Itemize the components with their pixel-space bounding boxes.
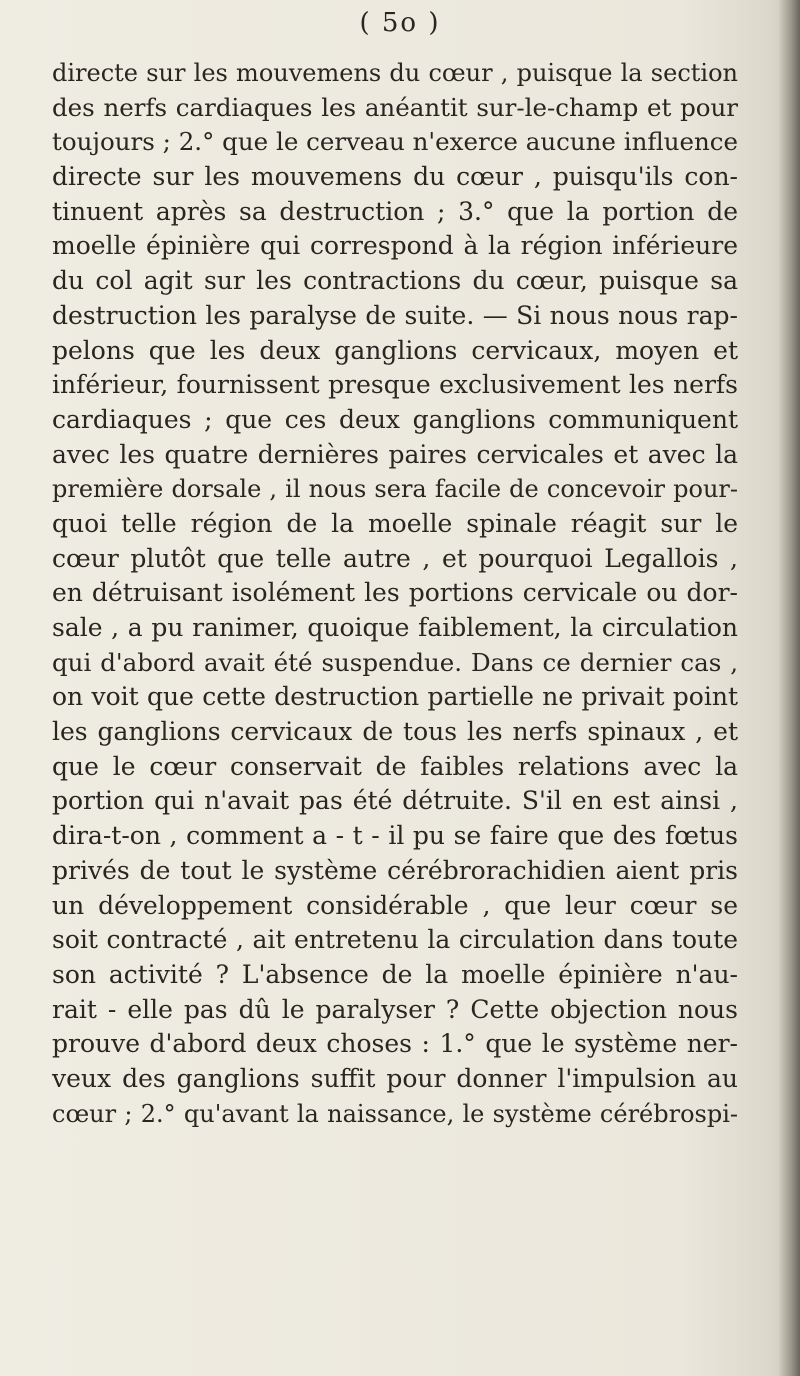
text-line: soit contracté , ait entretenu la circulation dans toute (52, 925, 738, 955)
text-line: son activité ? L'absence de la moelle épinière n'au- (52, 959, 738, 989)
text-line: veux des ganglions suffit pour donner l'impulsion au (52, 1063, 738, 1093)
text-line: du col agit sur les contractions du cœur, puisque sa (52, 266, 738, 296)
text-line: inférieur, fournissent presque exclusivement les nerfs (52, 370, 738, 400)
text-line: directe sur les mouvemens du cœur , puisqu'ils con- (52, 162, 738, 192)
text-line: quoi telle région de la moelle spinale réagit sur le (52, 508, 738, 538)
text-line: prouve d'abord deux choses : 1.° que le système ner- (52, 1029, 738, 1059)
text-line: destruction les paralyse de suite. — Si nous nous rap- (52, 300, 738, 330)
text-line: des nerfs cardiaques les anéantit sur-le-champ et pour (52, 92, 738, 122)
text-line: qui d'abord avait été suspendue. Dans ce dernier cas , (52, 647, 738, 677)
text-line: rait - elle pas dû le paralyser ? Cette objection nous (52, 994, 738, 1024)
text-line: avec les quatre dernières paires cervicales et avec la (52, 439, 738, 469)
text-line: un développement considérable , que leur cœur se (52, 890, 738, 920)
text-line: en détruisant isolément les portions cervicale ou dor- (52, 578, 738, 608)
text-line: moelle épinière qui correspond à la région inférieure (52, 231, 738, 261)
text-line: toujours ; 2.° que le cerveau n'exerce aucune influence (52, 127, 738, 157)
text-line: portion qui n'avait pas été détruite. S'il en est ainsi , (52, 786, 738, 816)
text-line: on voit que cette destruction partielle ne privait point (52, 682, 738, 712)
text-line: que le cœur conservait de faibles relations avec la (52, 751, 738, 781)
text-line: première dorsale , il nous sera facile de concevoir pour- (52, 475, 738, 504)
text-line: cœur ; 2.° qu'avant la naissance, le système cérébrospi- (52, 1099, 738, 1128)
text-line: directe sur les mouvemens du cœur , puisque la section (52, 59, 738, 87)
text-line: cœur plutôt que telle autre , et pourquoi Legallois , (52, 543, 738, 573)
text-line: tinuent après sa destruction ; 3.° que la portion de (52, 196, 738, 226)
text-line: dira-t-on , comment a - t - il pu se faire que des fœtus (52, 821, 738, 851)
text-line: pelons que les deux ganglions cervicaux, moyen et (52, 335, 738, 365)
text-line: les ganglions cervicaux de tous les nerfs spinaux , et (52, 717, 738, 747)
text-line: sale , a pu ranimer, quoique faiblement, la circulation (52, 613, 738, 642)
body-text (52, 56, 738, 1131)
page-edge-shadow (778, 0, 800, 1376)
text-line: privés de tout le système cérébrorachidien aient pris (52, 855, 738, 885)
text-line: cardiaques ; que ces deux ganglions communiquent (52, 404, 738, 434)
page-number: ( 5o ) (359, 8, 441, 38)
